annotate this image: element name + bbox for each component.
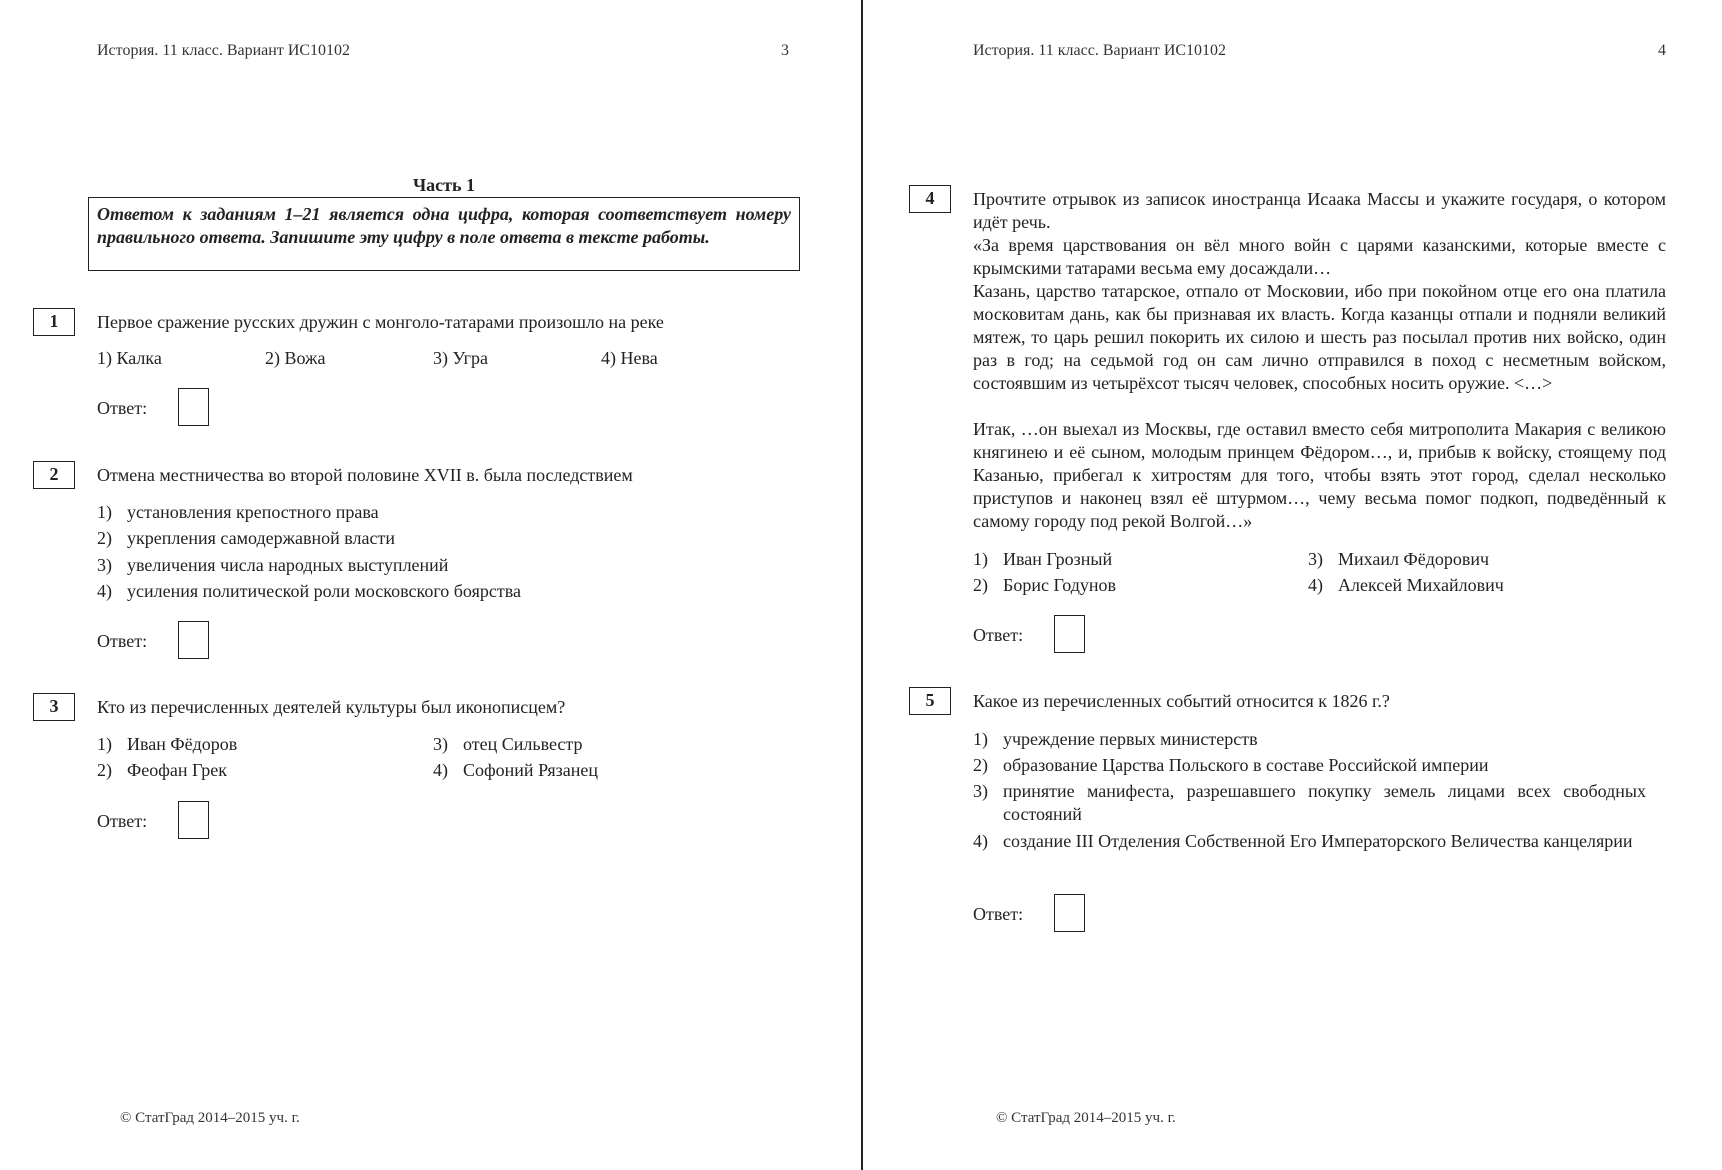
right-footer: © СтатГрад 2014–2015 уч. г. [996,1110,1176,1126]
q2-option-4: 4) усиления политической роли московского боярства [97,581,521,601]
part-title: Часть 1 [412,175,476,195]
left-page-number: 3 [781,42,789,59]
q2-option-1: 1) установления крепостного права [97,502,379,522]
right-page-number: 4 [1658,42,1666,59]
question-number-5: 5 [909,687,951,715]
question-number-4: 4 [909,185,951,213]
question-number-3: 3 [33,693,75,721]
q4-option-4: 4) Алексей Михайлович [1308,575,1504,595]
question-3-text: Кто из перечисленных деятелей культуры был иконописцем? [97,697,566,717]
q2-answer-box[interactable] [178,621,209,659]
q4-option-2: 2) Борис Годунов [973,575,1117,595]
q3-option-4: 4) Софоний Рязанец [433,760,599,780]
question-4-quote-p1: «За время царствования он вёл много войн с царями казанскими, которые вместе с крымскими татарами весьма ему досаждали… [973,235,1666,278]
instruction-box: Ответом к заданиям 1–21 является одна цифра, которая соответствует номеру правильного ответа. Запишите эту цифру в поле ответа в тексте работы. [88,197,800,271]
question-1-text: Первое сражение русских дружин с монголо-татарами произошло на реке [97,312,664,332]
question-2-text: Отмена местничества во второй половине XVII в. была последствием [97,465,633,485]
left-footer: © СтатГрад 2014–2015 уч. г. [120,1110,300,1126]
q5-answer-label: Ответ: [973,904,1024,924]
question-number-1: 1 [33,308,75,336]
right-header: История. 11 класс. Вариант ИС10102 [973,42,1227,59]
question-5-text: Какое из перечисленных событий относится к 1826 г.? [973,691,1390,711]
q3-option-1: 1) Иван Фёдоров [97,734,238,754]
q2-option-3: 3) увеличения числа народных выступлений [97,555,449,575]
q1-option-4: 4) Нева [601,348,658,368]
left-header: История. 11 класс. Вариант ИС10102 [97,42,351,59]
q5-option-4: 4) создание III Отделения Собственной Его Императорского Величества канцелярии [973,831,1633,851]
question-4-quote-p2: Казань, царство татарское, отпало от Московии, ибо при покойном отце его она платила московитам дань, как бы признавая их власть. Когда казанцы отпали и подняли великий мятеж, то царь решил покорить их силою и шесть раз посылал против них войско, один раз в год; на седьмой год он сам лично отправился в поход с несметным войском, состоявшим из четырёхсот тысяч человек, способных носить оружие. <…> [973,281,1666,393]
q1-option-2: 2) Вожа [265,348,326,368]
q2-option-2: 2) укрепления самодержавной власти [97,528,396,548]
q4-answer-box[interactable] [1054,615,1085,653]
q5-option-3: 3) принятие манифеста, разрешавшего покупку земель лицами всех свободных состояний [973,781,1646,824]
q1-answer-box[interactable] [178,388,209,426]
q1-answer-label: Ответ: [97,398,148,418]
q4-answer-label: Ответ: [973,625,1024,645]
q2-answer-label: Ответ: [97,631,148,651]
q5-option-1: 1) учреждение первых министерств [973,729,1258,749]
q5-option-2: 2) образование Царства Польского в составе Российской империи [973,755,1489,775]
q5-answer-box[interactable] [1054,894,1085,932]
q3-answer-label: Ответ: [97,811,148,831]
question-number-2: 2 [33,461,75,489]
question-4-intro: Прочтите отрывок из записок иностранца Исаака Массы и укажите государя, о котором идёт речь. [973,189,1666,232]
question-4-quote-p3: Итак, …он выехал из Москвы, где оставил вместо себя митрополита Макария с великою княгинею и её сыном, молодым принцем Фёдором…, и, прибыв к войску, стоящему под Казанью, прибегал к хитростям для того, чтобы взять этот город, сделал несколько приступов и наконец взял её штурмом…, чему весьма помог подкоп, подведённый к самому городу под рекой Волгой…» [973,419,1666,531]
q4-option-3: 3) Михаил Фёдорович [1308,549,1490,569]
q1-option-1: 1) Калка [97,348,162,368]
q3-answer-box[interactable] [178,801,209,839]
q3-option-2: 2) Феофан Грек [97,760,228,780]
q4-option-1: 1) Иван Грозный [973,549,1113,569]
q3-option-3: 3) отец Сильвестр [433,734,583,754]
q1-option-3: 3) Угра [433,348,489,368]
